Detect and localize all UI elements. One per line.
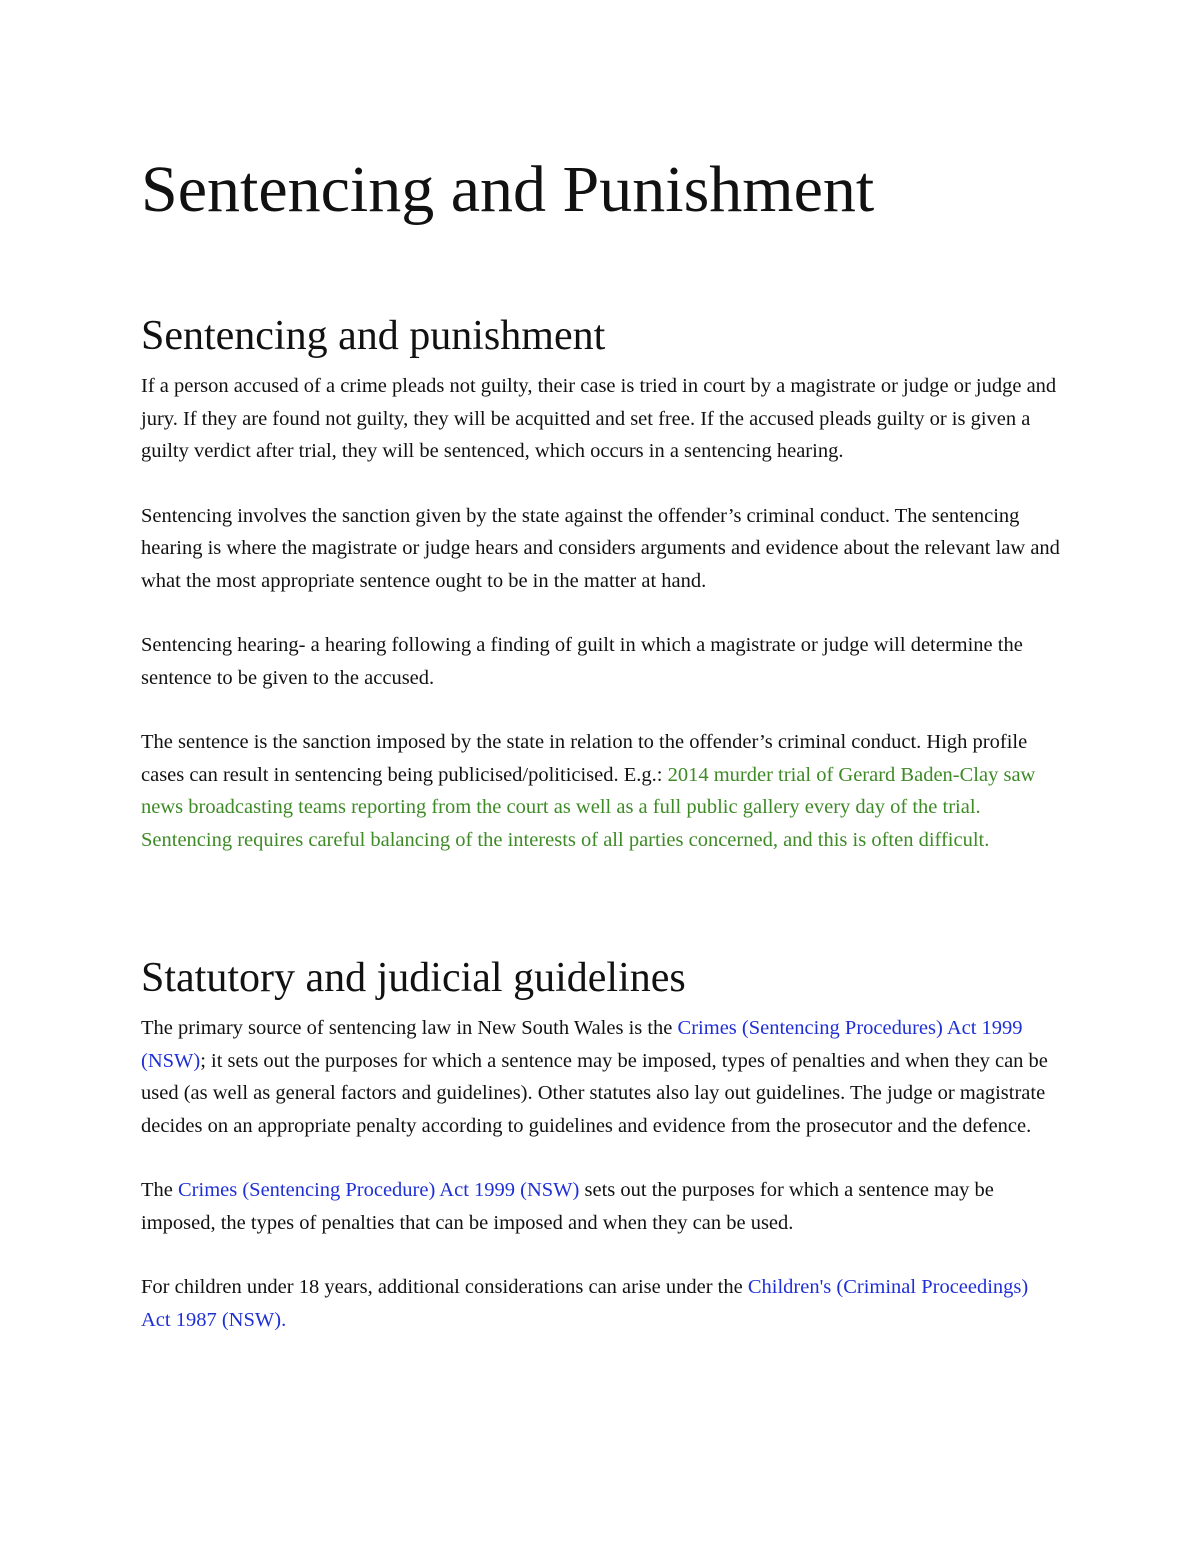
act-link-childrens-criminal-proceedings[interactable]: Children's (Criminal Proceedings) Act 1987 (NSW) (141, 1276, 1029, 1331)
act-link-crimes-sentencing-procedure[interactable]: Crimes (Sentencing Procedure) Act 1999 (NSW) (178, 1179, 580, 1201)
paragraph (141, 726, 1061, 856)
paragraph-text: sets out the purposes for which a sentence may be imposed, the types of penalties that can be imposed and when they can be used. (141, 1179, 994, 1234)
paragraph: Sentencing involves the sanction given by the state against the offender’s criminal conduct. The sentencing hearing is where the magistrate or judge hears and considers arguments and evidence about the relevant law and what the most appropriate sentence ought to be in the matter at hand. (141, 504, 1060, 592)
example-text: 2014 murder trial of Gerard Baden-Clay saw news broadcasting teams reporting from the court as well as a full public gallery every day of the trial. Sentencing requires careful balancing of the interests of all parties concerned, and this is often difficult. (141, 763, 1036, 851)
paragraph (141, 1271, 1061, 1336)
paragraph: Sentencing hearing- a hearing following a finding of guilt in which a magistrate or judge will determine the sentence to be given to the accused. (141, 634, 1023, 689)
paragraph-text: The primary source of sentencing law in New South Wales is the (141, 1017, 678, 1039)
section-heading: Sentencing and punishment (141, 313, 606, 359)
section-heading: Statutory and judicial guidelines (141, 955, 686, 1001)
paragraph-text: The (141, 1179, 178, 1201)
section-statutory-and-judicial-guidelines (141, 952, 1061, 1336)
document-title: Sentencing and Punishment (141, 153, 875, 226)
paragraph-text: The sentence is the sanction imposed by the state in relation to the offender’s criminal conduct. High profile cases can result in sentencing being publicised/politicised. E.g.: (141, 731, 1028, 786)
act-link-crimes-sentencing-procedures[interactable]: Crimes (Sentencing Procedures) Act 1999 (NSW) (141, 1017, 1023, 1072)
paragraph: If a person accused of a crime pleads not guilty, their case is tried in court by a magistrate or judge or judge and jury. If they are found not guilty, they will be acquitted and set free. If the accused pleads guilty or is given a guilty verdict after trial, they will be sentenced, which occurs in a sentencing hearing. (141, 375, 1057, 462)
paragraph-text: . (281, 1308, 287, 1331)
paragraph-text: For children under 18 years, additional considerations can arise under the (141, 1276, 748, 1298)
paragraph-text: ; it sets out the purposes for which a sentence may be imposed, types of penalties and when they can be used (as well as general factors and guidelines). Other statutes also lay out guidelines. The judge or magistrate decides on an appropriate penalty according to guidelines and evidence from the prosecutor and the defence. (141, 1049, 1048, 1137)
paragraph (141, 1174, 1061, 1239)
section-sentencing-and-punishment (141, 310, 1061, 856)
paragraph (141, 1012, 1061, 1142)
